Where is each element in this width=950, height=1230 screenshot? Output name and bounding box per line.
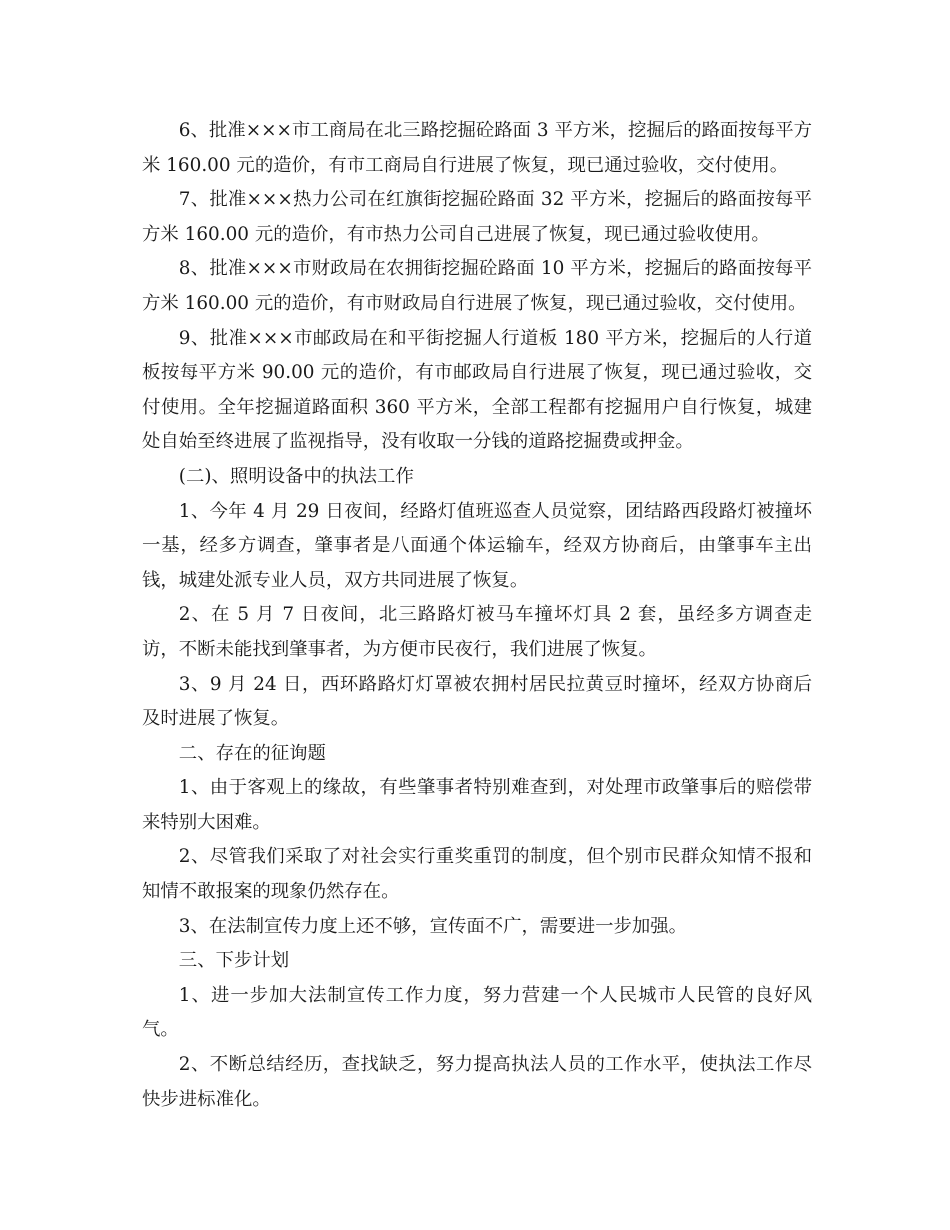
section-heading-lighting-enforcement: (二)、照明设备中的执法工作 xyxy=(178,465,414,487)
paragraph-problem-3: 3、在法制宣传力度上还不够，宣传面不广，需要进一步加强。 xyxy=(178,915,688,937)
paragraph-plan-1: 1、进一步加大法制宣传工作力度，努力营建一个人民城市人民管的良好风气。 xyxy=(142,984,812,1041)
paragraph-lighting-2: 2、在 5 月 7 日夜间，北三路路灯被马车撞坏灯具 2 套，虽经多方调查走访，不断未能找到肇事者，为方便市民夜行，我们进展了恢复。 xyxy=(142,604,812,660)
section-heading-problems: 二、存在的征询题 xyxy=(178,742,326,764)
paragraph-problem-1: 1、由于客观上的缘故，有些肇事者特别难查到，对处理市政肇事后的赔偿带来特别大困难。 xyxy=(142,777,812,833)
paragraph-problem-2: 2、尽管我们采取了对社会实行重奖重罚的制度，但个别市民群众知情不报和知情不敢报案的现象仍然存在。 xyxy=(142,846,812,903)
paragraph-item-6: 6、批准×××市工商局在北三路挖掘砼路面 3 平方米，挖掘后的路面按每平方米 160.00 元的造价，有市工商局自行进展了恢复，现已通过验收，交付使用。 xyxy=(142,120,812,176)
document-body xyxy=(142,114,812,1117)
paragraph-lighting-1: 1、今年 4 月 29 日夜间，经路灯值班巡查人员觉察，团结路西段路灯被撞坏一基，经多方调查，肇事者是八面通个体运输车，经双方协商后，由肇事车主出钱，城建处派专业人员，双方共同进展了恢复。 xyxy=(142,500,812,591)
paragraph-plan-2: 2、不断总结经历，查找缺乏，努力提高执法人员的工作水平，使执法工作尽快步进标准化。 xyxy=(142,1054,812,1110)
paragraph-item-8: 8、批准×××市财政局在农拥街挖掘砼路面 10 平方米，挖掘后的路面按每平方米 160.00 元的造价，有市财政局自行进展了恢复，现已通过验收，交付使用。 xyxy=(142,258,812,314)
paragraph-item-9-summary: 9、批准×××市邮政局在和平街挖掘人行道板 180 平方米，挖掘后的人行道板按每平方米 90.00 元的造价，有市邮政局自行进展了恢复，现已通过验收，交付使用。全年挖掘道路面积 360 平方米，全部工程都有挖掘用户自行恢复，城建处自始至终进展了监视指导，没有收取一分钱的道路挖掘费或押金。 xyxy=(142,327,812,453)
section-heading-next-plan: 三、下步计划 xyxy=(178,950,290,972)
paragraph-lighting-3: 3、9 月 24 日，西环路路灯灯罩被农拥村居民拉黄豆时撞坏，经双方协商后及时进展了恢复。 xyxy=(142,673,812,730)
paragraph-item-7: 7、批准×××热力公司在红旗街挖掘砼路面 32 平方米，挖掘后的路面按每平方米 160.00 元的造价，有市热力公司自己进展了恢复，现已通过验收使用。 xyxy=(142,189,812,245)
